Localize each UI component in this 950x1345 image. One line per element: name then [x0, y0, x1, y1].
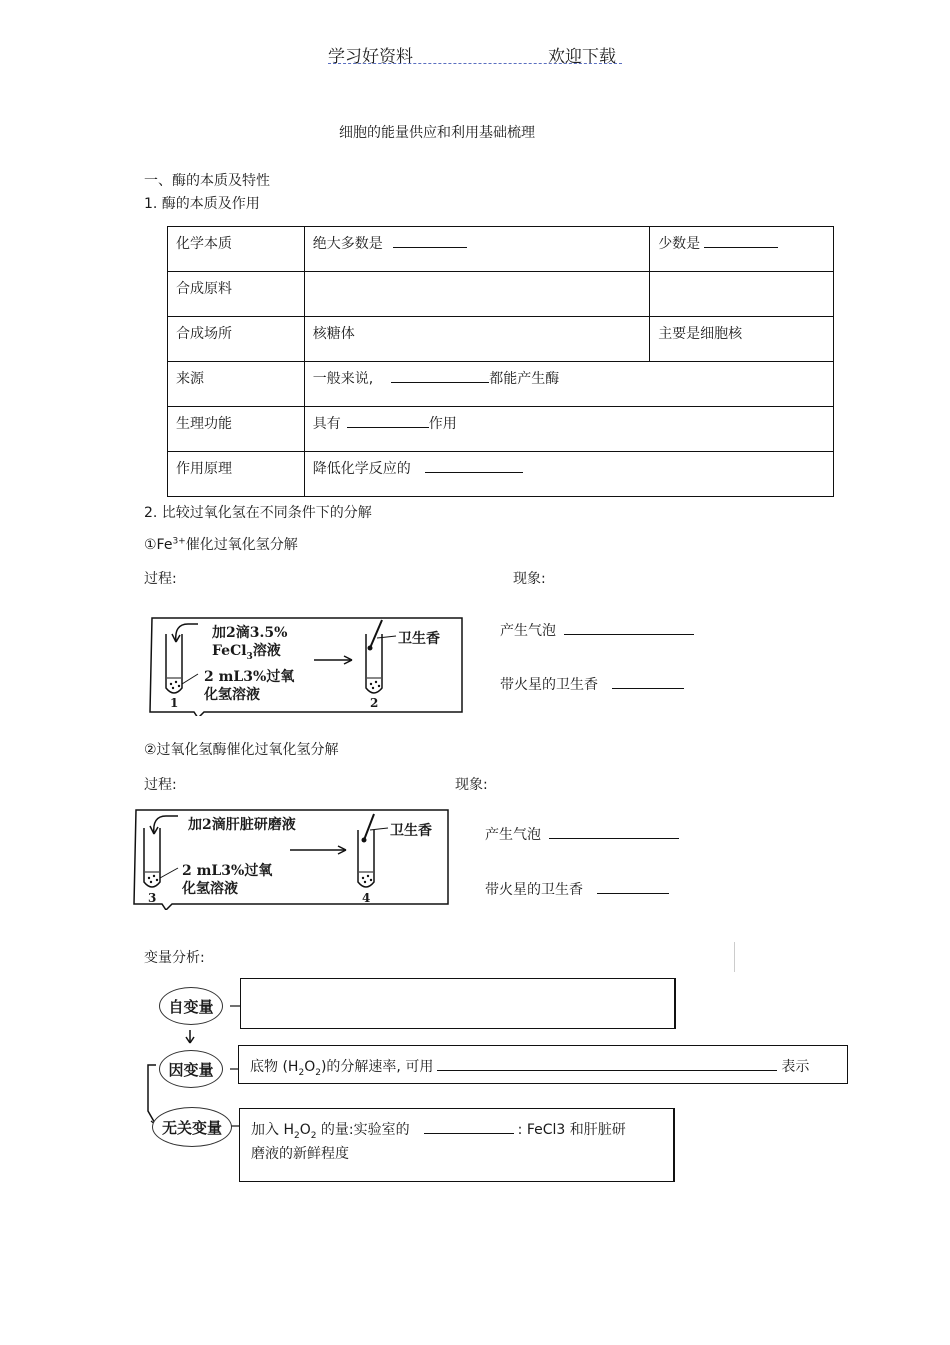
- exp1-bubbles-label: 产生气泡: [500, 623, 556, 639]
- exp2-phenomenon-label: 现象:: [455, 777, 488, 793]
- dep-sub2: 2: [315, 1067, 321, 1078]
- dependent-variable-box: [238, 1045, 848, 1084]
- irrelevant-text-line1: [251, 1119, 626, 1141]
- table-cell: [304, 407, 833, 452]
- exp1-diagram: [148, 616, 464, 716]
- table-cell: 主要是细胞核: [650, 317, 834, 362]
- exp2-tube1-label: 3: [148, 891, 157, 905]
- table-row: [168, 452, 834, 497]
- table-row: [168, 317, 834, 362]
- table-cell: [304, 272, 649, 317]
- irrelevant-variable-box: [239, 1108, 675, 1182]
- section2-heading: 2. 比较过氧化氢在不同条件下的分解: [144, 505, 372, 521]
- exp2-process-label: 过程:: [144, 777, 177, 793]
- fill-blank[interactable]: [549, 824, 679, 839]
- exp1-add-line2-a: FeCl: [212, 643, 247, 659]
- fill-blank[interactable]: [437, 1056, 777, 1071]
- independent-variable-oval: 自变量: [159, 987, 223, 1025]
- exp1-sol-line2: 化氢溶液: [204, 687, 260, 703]
- fill-blank[interactable]: [704, 233, 778, 248]
- page-title: 细胞的能量供应和利用基础梳理: [339, 125, 535, 141]
- section1-heading: 一、酶的本质及特性: [144, 173, 270, 189]
- table-row: [168, 272, 834, 317]
- table-cell: [650, 227, 834, 272]
- table-cell-label: 来源: [168, 362, 305, 407]
- dep-text-b: O: [304, 1059, 316, 1075]
- fill-blank[interactable]: [564, 620, 694, 635]
- table-row: [168, 362, 834, 407]
- exp1-add-line2-b: 溶液: [252, 643, 281, 659]
- section1-sub: 1. 酶的本质及作用: [144, 196, 260, 212]
- exp1-title-b: 催化过氧化氢分解: [185, 537, 298, 553]
- table-cell-label: 化学本质: [168, 227, 305, 272]
- cell-text: 具有: [312, 416, 341, 432]
- exp1-tube1-label: 1: [170, 696, 179, 710]
- cell-text: 都能产生酶: [489, 371, 560, 387]
- table-cell: [304, 452, 833, 497]
- exp2-tube2-label: 4: [362, 891, 371, 905]
- exp1-add-line2-sub: 3: [246, 651, 253, 662]
- exp1-phenomenon-label: 现象:: [513, 571, 546, 587]
- fill-blank[interactable]: [612, 674, 684, 689]
- vertical-rule: [734, 942, 735, 972]
- header-right: 欢迎下载: [548, 47, 616, 67]
- dep-text-end: 表示: [781, 1059, 810, 1075]
- header-left: 学习好资料: [328, 47, 413, 67]
- variables-heading: 变量分析:: [144, 950, 205, 966]
- cell-text: 一般来说,: [312, 371, 374, 387]
- exp1-incense-label: 卫生香: [398, 631, 440, 647]
- table-row: [168, 407, 834, 452]
- table-cell: 核糖体: [304, 317, 649, 362]
- exp2-incense-text: 带火星的卫生香: [485, 882, 583, 898]
- fill-blank[interactable]: [597, 879, 669, 894]
- irr-text-c: 的量:实验室的: [316, 1122, 410, 1138]
- enzyme-table: [167, 226, 834, 497]
- dependent-text: [250, 1056, 809, 1078]
- exp1-add-line1: 加2滴3.5%: [212, 625, 288, 641]
- irr-text-a: 加入 H: [251, 1122, 294, 1138]
- cell-text: 作用: [428, 416, 457, 432]
- exp1-add-line2: [212, 640, 281, 662]
- independent-variable-box[interactable]: [240, 978, 676, 1029]
- exp2-add-line1: 加2滴肝脏研磨液: [188, 817, 296, 833]
- exp1-tube2-label: 2: [370, 696, 379, 710]
- table-cell-label: 作用原理: [168, 452, 305, 497]
- fill-blank[interactable]: [347, 413, 429, 428]
- exp1-process-label: 过程:: [144, 571, 177, 587]
- exp2-sol-line1: 2 mL3%过氧: [182, 863, 273, 879]
- table-cell: [650, 272, 834, 317]
- exp2-bubbles-label: 产生气泡: [485, 827, 541, 843]
- exp2-title: ②过氧化氢酶催化过氧化氢分解: [144, 742, 339, 758]
- exp2-diagram: [132, 808, 450, 910]
- fill-blank[interactable]: [393, 233, 467, 248]
- fill-blank[interactable]: [424, 1119, 514, 1134]
- irr-sub2: 2: [310, 1130, 317, 1141]
- table-cell: [304, 227, 649, 272]
- table-cell-label: 生理功能: [168, 407, 305, 452]
- cell-text: 少数是: [658, 236, 701, 252]
- irrelevant-variable-oval: 无关变量: [152, 1107, 232, 1147]
- dep-sub1: 2: [298, 1067, 305, 1078]
- dependent-variable-oval: 因变量: [159, 1050, 223, 1088]
- exp2-incense-label: 卫生香: [390, 823, 432, 839]
- cell-text: 降低化学反应的: [312, 461, 411, 477]
- exp2-incense: [485, 879, 673, 899]
- exp1-title-a: ①Fe: [144, 537, 173, 553]
- exp1-title: [144, 534, 298, 554]
- exp1-incense: [500, 674, 688, 694]
- table-cell-label: 合成原料: [168, 272, 305, 317]
- table-cell-label: 合成场所: [168, 317, 305, 362]
- fill-blank[interactable]: [425, 458, 523, 473]
- exp1-title-sup: 3+: [172, 536, 186, 547]
- irr-text-d: : FeCl3 和肝脏研: [517, 1122, 626, 1138]
- fill-blank[interactable]: [391, 368, 489, 383]
- irrelevant-text-line2: 磨液的新鲜程度: [251, 1146, 349, 1162]
- exp2-bubbles: [485, 824, 683, 844]
- exp1-bubbles: [500, 620, 698, 640]
- irr-sub1: 2: [293, 1130, 300, 1141]
- exp1-sol-line1: 2 mL3%过氧: [204, 669, 295, 685]
- table-cell: [304, 362, 833, 407]
- exp2-sol-line2: 化氢溶液: [182, 881, 238, 897]
- dep-text-c: )的分解速率, 可用: [320, 1059, 434, 1075]
- irr-text-b: O: [299, 1122, 311, 1138]
- cell-text: 绝大多数是: [312, 236, 383, 252]
- table-row: [168, 227, 834, 272]
- dep-text-a: 底物 (H: [250, 1059, 299, 1075]
- header-divider: [328, 63, 622, 64]
- exp1-incense-text: 带火星的卫生香: [500, 677, 598, 693]
